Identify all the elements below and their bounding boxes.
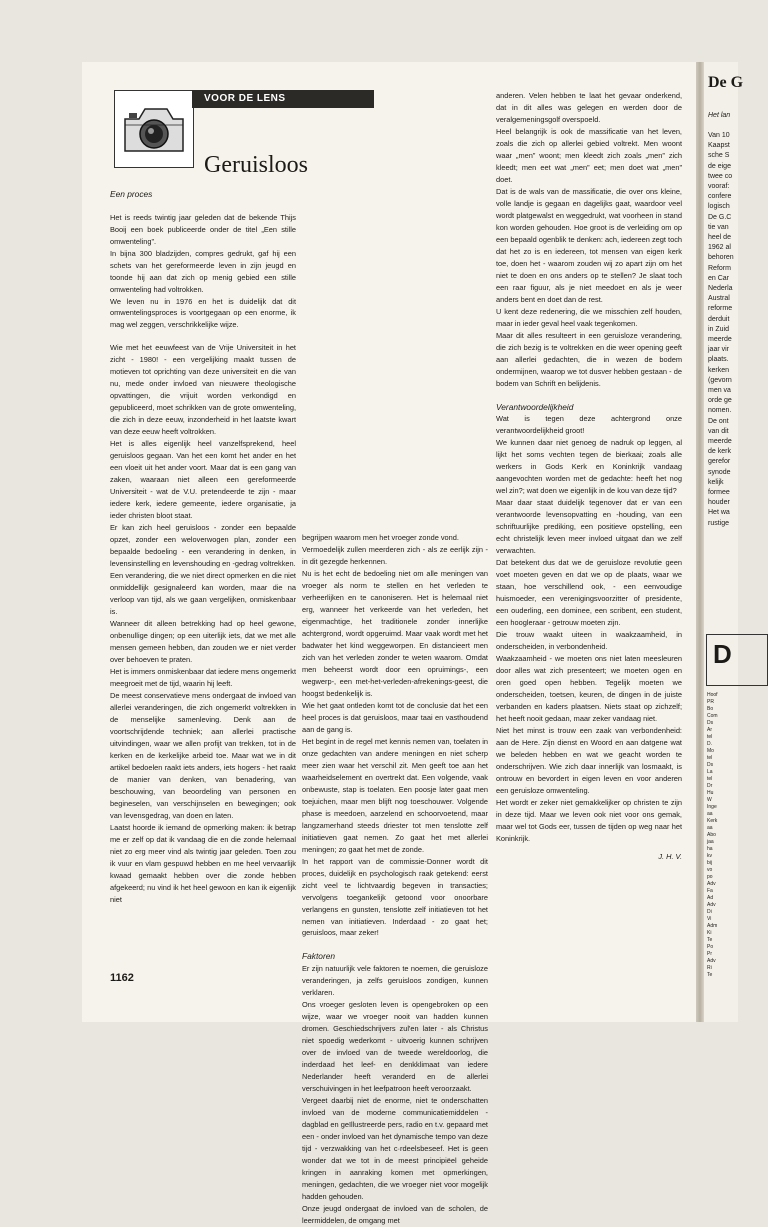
paragraph: Die trouw waakt uiteen in waakzaamheid, in onderscheiden, in verbondenheid. (496, 629, 682, 651)
article-title: Geruisloos (204, 152, 308, 179)
paragraph-gap (496, 390, 682, 401)
adjacent-box-line: vo (707, 867, 713, 873)
paragraph: Ons vroeger gesloten leven is opengebroken op een wijze, waar we vroeger nooit van hadden kunnen dromen. Geschiedschrijvers zul'en later - als Christus niet spoedig wederkomt - uitvoerig kunnen schrijven over de invloed van de tweede wereldoorlog, die inderdaad het leef- en denkklimaat van iedere Nederlander heeft veranderd en de allerlei verschuivingen in het leefpatroon heeft veroorzaakt. (302, 1000, 488, 1093)
adjacent-box-line: Com (707, 713, 718, 719)
adjacent-page-line: en Car (708, 274, 730, 282)
adjacent-box-line: Hoof (707, 692, 718, 698)
paragraph: Laatst hoorde ik iemand de opmerking maken: ik betrap me er zelf op dat ik vandaag die en die zonde helemaal niet zo erg meer vind als twintig jaar geleden. Toen zou ik vuur en vlam gespuwd hebben en me heel vervaarlijk kwaad gemaakt hebben over die zonde hebben afgekeerd; nu vind ik het heel gewoon en kan ik eigenlijk niet (110, 822, 296, 904)
adjacent-box-line: D. (707, 741, 712, 747)
adjacent-page-line: Het wa (708, 509, 730, 517)
camera-icon-frame (114, 90, 194, 168)
paragraph: Er zijn natuurlijk vele faktoren te noemen, die geruisloze veranderingen, ja zelfs geruisloos zondigen, kunnen verklaren. (302, 964, 488, 998)
paragraph: Wat is tegen deze achtergrond onze verantwoordelijkheid groot! (496, 414, 682, 436)
adjacent-page-line: De G.C (708, 213, 732, 221)
paragraph: We leven nu in 1976 en het is duidelijk dat dit omwentelingsproces is voortgegaan op een enorme, ik mag wel zeggen, verschrikkelijke wijze. (110, 296, 296, 330)
adjacent-page-line: de eige (708, 162, 731, 170)
adjacent-page-line: van dit (708, 427, 729, 435)
text-column-1 (110, 188, 296, 906)
adjacent-page-line: synode (708, 468, 731, 476)
adjacent-box-line: Ri (707, 965, 712, 971)
adjacent-page-line: tie van (708, 223, 729, 231)
adjacent-box-line: Adv (707, 881, 716, 887)
adjacent-page-line: kerken (708, 366, 730, 374)
adjacent-page-line: confere (708, 193, 732, 201)
adjacent-box-line: Ki (707, 930, 712, 936)
subheading: Een proces (110, 189, 153, 199)
adjacent-page-subtitle: Het lan (708, 112, 731, 119)
adjacent-box-line: Ds (707, 762, 714, 768)
adjacent-page-line: houder (708, 499, 730, 507)
paragraph: Het wordt er zeker niet gemakkelijker op christen te zijn in deze tijd. Maar we leven ook niet voor ons gemak, maar wel tot Gods eer, tussen de tijden op weg naar het Koninkrijk. (496, 797, 682, 843)
adjacent-page-line: De ont (708, 417, 729, 425)
paragraph: Onze jeugd ondergaat de invloed van de scholen, de leermiddelen, de omgang met (302, 1203, 488, 1225)
adjacent-page-line: (gevorn (708, 376, 732, 384)
paragraph: Waakzaamheid - we moeten ons niet laten meesleuren door alles wat zich presenteert; we moeten ogen en oren goed open hebben. Tegelijk moeten we onderscheiden, toetsen, keuren, de dingen in de juiste verbanden en kaders plaatsen. Niets staat op zichzelf; het heeft nooit gedaan, maar zeker vandaag niet. (496, 653, 682, 723)
author-signature: J. H. V. (658, 851, 682, 861)
paragraph: Wie met het eeuwfeest van de Vrije Universiteit in het zicht - 1980! - een vergelijking maakt tussen de motieven tot oprichting van deze universiteit en die van nu, mede onder invloed van nieuwere theologische opvattingen, die vrijuit worden verkondigd en gepubliceerd, moet schrikken van de grote omwenteling, die zich in deze eeuw, inzonderheid in het laatste kwart van deze eeuw heeft voltrokken. (110, 343, 296, 437)
text-column-3 (496, 90, 682, 863)
subheading: Faktoren (302, 951, 336, 962)
adjacent-page-line: 1962 al (708, 244, 731, 252)
adjacent-box-line: La (707, 769, 713, 775)
adjacent-box-line: Ar (707, 727, 712, 733)
page-number: 1162 (110, 972, 134, 984)
adjacent-page-line: gerefor (708, 458, 731, 466)
paragraph: begrijpen waarom men het vroeger zonde vond. (302, 533, 459, 542)
adjacent-box-line: Vi (707, 916, 712, 922)
text-column-3-body (496, 90, 682, 845)
adjacent-page-line: kelijk (708, 478, 724, 486)
paragraph: Heel belangrijk is ook de massificatie van het leven, zoals die zich op allerlei gebied voltrekt. Men woont waar „men” woont; men kleedt zich zoals „men” zich kleedt; men eet wat „men” eet; men doet wat „men” doet. (496, 126, 682, 184)
adjacent-page-line: nomen. (708, 407, 732, 415)
adjacent-box-line: Te (707, 937, 713, 943)
adjacent-box-line: bij (707, 860, 713, 866)
adjacent-page-line: plaats. (708, 356, 729, 364)
adjacent-page-line: orde ge (708, 397, 732, 405)
adjacent-page (704, 62, 744, 1022)
adjacent-box-line: Dr (707, 783, 713, 789)
paragraph: Het is reeds twintig jaar geleden dat de bekende Thijs Booij een boek publiceerde onder de titel „Een stille omwenteling”. (110, 212, 296, 246)
camera-icon (119, 101, 189, 157)
adjacent-box-line: Inge (707, 804, 717, 810)
adjacent-page-line: meerde (708, 336, 732, 343)
paragraph: Vergeet daarbij niet de enorme, niet te onderschatten invloed van de moderne communicatiemiddelen - dagblad en geïllustreerde pers, radio en t.v. gepaard met een - onder invloed van het dynamische tempo van deze tijd - verzwakking van het c·rdeelsbeseef. Het is geen wonder dat we tot in de meest principiëel geheide kringen in aanraking komen met opmerkingen, meningen, gedachten, die we vroeger niet voor mogelijk hadden gehouden. (302, 1095, 488, 1201)
adjacent-box-line: po (707, 874, 713, 880)
adjacent-box-line: aa (707, 811, 713, 817)
adjacent-page-line: Van 10 (708, 132, 730, 139)
paragraph: We kunnen daar niet genoeg de nadruk op leggen, al lijkt het soms vechten tegen de bierkaai; zoals alle werkers in Gods Kerk en Koninkrijk vandaag aangevochten worden met de gedachte: heeft het nog wel zin?; wat doen we eigenlijk in de kou van deze tijd? (496, 438, 682, 496)
binding-gutter (696, 62, 704, 1022)
paragraph: Niet het minst is trouw een zaak van verbondenheid: aan de Here. Zijn dienst en Woord en aan datgene wat we beleden hebben en wat we geacht worden te onderschrijven. Wie zich daar innerlijk van losmaakt, is ontrouw en bevordert in eigen leven en voor anderen een geruisloze omwenteling. (496, 725, 682, 795)
adjacent-page-line: derduit (708, 315, 730, 323)
adjacent-box-line: Adv (707, 902, 716, 908)
adjacent-box-line: tel (707, 734, 713, 740)
adjacent-box-line: Mo (707, 748, 714, 754)
paragraph: Er kan zich heel geruisloos - zonder een bepaalde opzet, zonder een weloverwogen plan, zonder een bepaalde bedoeling - een verandering in denken, in levensinstelling en levenshouding en -gedrag voltrekken. (110, 523, 296, 569)
adjacent-page-line: Reform (708, 264, 731, 272)
paragraph: Vermoedelijk zullen meerderen zich - als ze eerlijk zijn - in dit gezegde herkennen. (302, 544, 488, 566)
adjacent-box-line: ha (707, 846, 713, 852)
adjacent-page-line: men va (708, 387, 731, 394)
section-label: VOOR DE LENS (192, 90, 374, 108)
magazine-page (82, 62, 700, 1225)
adjacent-box-line: tel (707, 755, 713, 761)
adjacent-box-line: Pr (707, 951, 712, 957)
adjacent-box-line: Ad (707, 895, 714, 901)
paragraph-gap (110, 201, 296, 212)
adjacent-page-line: rustige (708, 519, 730, 527)
paragraph: Een verandering, die we niet direct opmerken en die niet onmiddellijk gesignaleerd kan worden, maar die na verloop van tijd, als we gaan vergelijken, onmiskenbaar is. (110, 571, 296, 617)
adjacent-box-line: Ds (707, 720, 714, 726)
adjacent-box-line: kv (707, 853, 712, 859)
adjacent-page-line: behoren (708, 254, 734, 262)
paragraph: Dat betekent dus dat we de geruisloze revolutie geen voet moeten geven en dat we op de plaats, waar we staan, hoe verschillend ook, - een eenvoudige huismoeder, een verenigingsvoorzitter of presidente, een ouderling, een dominee, een scribent, een student, een hoogleraar - getrouw moeten zijn. (496, 558, 682, 627)
adjacent-box-line: Te (707, 972, 713, 978)
adjacent-page-line: formee (708, 489, 730, 496)
subheading: Verantwoordelijkheid (496, 401, 574, 412)
adjacent-box-line: tel (707, 776, 713, 782)
adjacent-page-title: De G (708, 74, 744, 91)
paragraph: anderen. Velen hebben te laat het gevaar onderkend, dat in dit alles was gelegen en werden door de veralgemeningsgolf overspoeld. (496, 91, 682, 124)
adjacent-box-line: Abo (707, 832, 716, 838)
adjacent-page-line: jaar vir (708, 346, 730, 354)
adjacent-page-line: de kerk (708, 448, 731, 456)
adjacent-page-line: logisch (708, 203, 730, 211)
paragraph: In het rapport van de commissie-Donner wordt dit proces, duidelijk en psychologisch raak getekend: eerst zicht veel te lichtvaardig begeven in transacties; vervolgens toegankelijk getoond voor onoorbare verlangens en gunsten, tenslotte zelf initiatieven tot het nemen van initiatieven. Inderdaad - zo gaat het; geruisloos, maar zeker! (302, 856, 488, 938)
adjacent-page-line: Kaapst (708, 142, 730, 150)
adjacent-page-line: Austral (708, 295, 730, 303)
adjacent-box-line: Po (707, 944, 714, 950)
paragraph: Dat is de wals van de massificatie, die over ons kleine, volle landje is gegaan en dagelijks gaat, waardoor veel wordt platgewalst en weggedrukt, wat voorheen in stand kon worden gehouden. Hoe groot is de verleiding om op een bepaald ogenblik te denken: ach, iedereen zegt toch dat het zo is en iedereen, tot mensen van eigen kerk toe, doen het - waarom zouden wij zo apart zijn om het niet te doen en ons anders op te stellen? Je slaat toch een raar figuur, als je niet meedoet en als je weer anders bent en doet dan de rest. (496, 186, 682, 304)
paragraph: Het is alles eigenlijk heel vanzelfsprekend, heel geruisloos gegaan. Van het een komt het ander en het een vloeit uit het ander voort. Maar dat is een gang van zaken, waaraan niet alleen een gereformeerde Universiteit - wat de V.U. pretendeerde te zijn - maar iedere kerk, iedere gemeente, iedere organisatie, ja ieder christen bloot staat. (110, 439, 296, 521)
adjacent-page-line: meerde (708, 438, 732, 445)
adjacent-box-line: jaa (707, 839, 714, 845)
adjacent-page-line: heel de (708, 234, 731, 241)
paragraph: Wanneer dit alleen betrekking had op heel gewone, onbenullige dingen; op een uiterlijk iets, dat we met alle mensen gemeen hebben, dan zouden we er niet verder over behoeven te praten. (110, 619, 296, 665)
adjacent-box-line: aa (707, 825, 713, 831)
adjacent-page-line: sche S (708, 152, 730, 160)
adjacent-box-line: PR (707, 699, 714, 705)
adjacent-box-line: Fa (707, 888, 713, 894)
adjacent-page-box (706, 634, 768, 686)
adjacent-box-line: Kerk (707, 818, 718, 824)
adjacent-box-letter: D (713, 639, 732, 669)
adjacent-box-line: Adm (707, 923, 718, 929)
paragraph: Het is immers onmiskenbaar dat iedere mens ongemerkt meegroeit met de tijd, waarin hij leeft. (110, 667, 296, 689)
adjacent-box-line: Adv (707, 958, 716, 964)
adjacent-page-line: reforme (708, 305, 733, 313)
adjacent-page-line: vooraf: (708, 183, 730, 190)
paragraph-gap (302, 939, 488, 950)
paragraph: Nu is het echt de bedoeling niet om alle meningen van vroeger als norm te stellen en het verleden te verheerlijken en te canoniseren. Het is helemaal niet erg, wanneer het verkeerde van het verleden, het eigenmachtige, het traditionele zonder innerlijke achtergrond, wordt opgeruimd. Maar vaak wordt met het badwater het kind weggeworpen. En distancieert men zich van het verleden zonder te weten waarom. Omdat men beheerst wordt door een opruimings-, een wegwerp-, een met-het-verleden-afrekenings-geest, die hoogst bedenkelijk is. (302, 568, 488, 698)
adjacent-box-line: Hu (707, 790, 714, 796)
adjacent-box-line: Di (707, 909, 712, 915)
paragraph: Wie het gaat ontleden komt tot de conclusie dat het een heel proces is dat geruisloos, maar taai en vasthoudend aan de gang is. (302, 700, 488, 734)
paragraph: Het begint in de regel met kennis nemen van, toelaten in onze gedachten van andere meningen en niet scherp meer zien waar het verschil zit. Men geeft toe aan het waarheidselement en overtrekt dat. Een volgende, vaak onbewuste, stap is toelaten. Een poosje later gaat men toejuichen, maar men blijft nog toeschouwer. Volgende phase is meedoen, aarzelend en schoorvoetend, maar langzamerhand steeds driester tot men tenslotte zelf initiatieven gaat nemen. Zo gaat het met allerlei meningen; zo gaat het met de zonde. (302, 736, 488, 854)
paragraph-gap (110, 331, 296, 342)
paragraph: In bijna 300 bladzijden, compres gedrukt, gaf hij een schets van het gereformeerde leven in zijn jeugd en toonde hij aan dat zich op menig gebied een stille omwenteling had voltrokken. (110, 248, 296, 294)
adjacent-box-line: Bo (707, 706, 714, 712)
adjacent-page-line: in Zuid (708, 325, 730, 333)
paragraph: De meest conservatieve mens ondergaat de invloed van allerlei veranderingen, die zich ongemerkt voltrekken in de menselijke samenleving. Denk aan de voortschrijdende techniek; aan allerlei practische uitvindingen, waar we allen profijt van trekken, tot in de kerken en de kerkelijke arbeid toe. Maar wat we in dit artikel bedoelen raakt iets anders, iets hogers - het raakt de manier van denken, van benadering, van beschouwing, van beoordeling van personen en begineselen, van verschijnselen en bewegingen; ook van levensgedrag, van doen en laten. (110, 691, 296, 820)
paragraph: U kent deze redenering, die we misschien zelf houden, maar in ieder geval heel vaak tegenkomen. (496, 306, 682, 328)
adjacent-page-line: Nederla (708, 285, 733, 292)
paragraph: Maar dit alles resulteert in een geruisloze verandering, die zich bezig is te voltrekken en die weer opening geeft aan allerlei gedachten, die in wezen de bodem ondermijnen, waarop we tot dusver hebben gestaan - de bodem van Schrift en belijdenis. (496, 330, 682, 388)
paragraph: Maar daar staat duidelijk tegenover dat er van een verantwoorde levensopvatting en -houding, van een schriftuurlijke prediking, een positieve opstelling, een echt christelijk leven meer invloed uitgaat dan we zelf verwachten. (496, 498, 682, 556)
adjacent-page-line: twee co (708, 172, 733, 180)
text-column-2 (302, 532, 488, 1227)
adjacent-box-line: W (707, 797, 712, 803)
